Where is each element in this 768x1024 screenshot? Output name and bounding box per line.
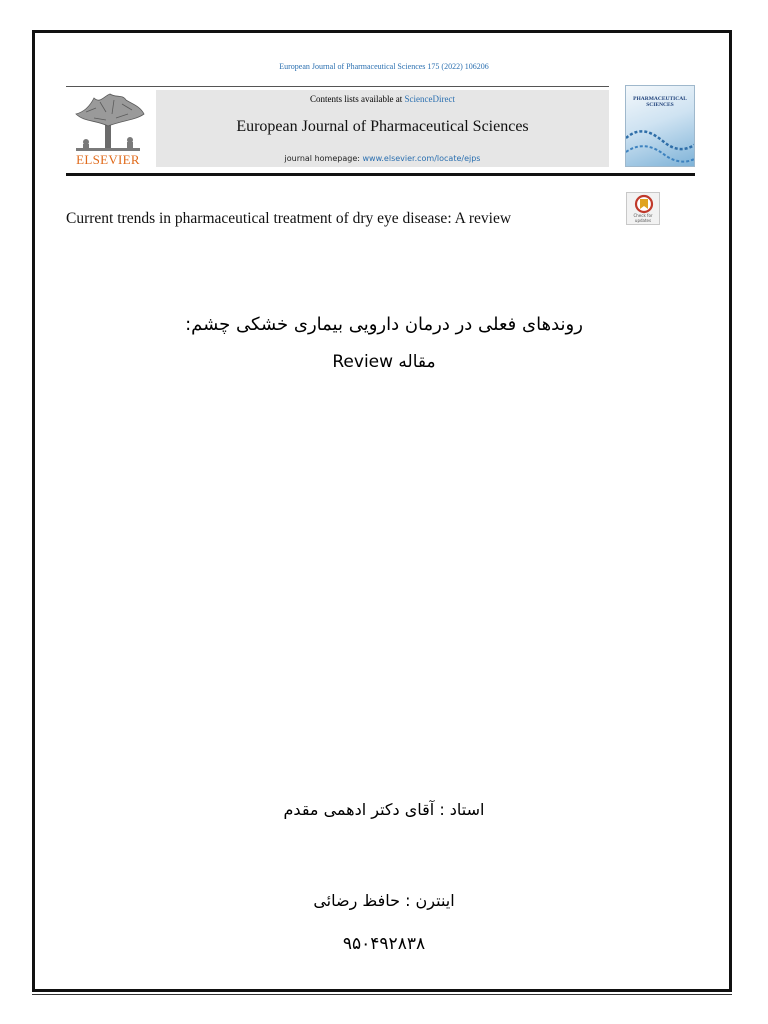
journal-cover-thumbnail: [625, 85, 695, 167]
contents-available-line: [156, 94, 609, 104]
persian-title: روندهای فعلی در درمان دارویی بیماری خشکی چشم:: [185, 314, 583, 335]
homepage-link[interactable]: www.elsevier.com/locate/ejps: [362, 154, 481, 163]
cover-title: PHARMACEUTICAL SCIENCES: [633, 96, 687, 108]
cover-wave-icon: [626, 86, 695, 167]
elsevier-wordmark: ELSEVIER: [76, 152, 140, 167]
supervisor-line: استاد : آقای دکتر ادهمی مقدم: [283, 800, 485, 819]
elsevier-logo: [66, 90, 150, 170]
persian-subtitle: مقاله Review: [332, 352, 436, 372]
sciencedirect-link[interactable]: ScienceDirect: [404, 94, 455, 104]
journal-header-band: [156, 90, 609, 167]
journal-homepage-line: [156, 154, 609, 163]
article-title: Current trends in pharmaceutical treatment of dry eye disease: A review: [66, 210, 512, 227]
check-updates-label: Check for updates: [633, 213, 653, 223]
header-rule-top: [66, 86, 609, 87]
elsevier-tree-icon: [66, 90, 150, 154]
student-id: ۹۵۰۴۹۲۸۳۸: [342, 934, 426, 954]
homepage-prefix: journal homepage:: [284, 154, 363, 163]
intern-line: اینترن : حافظ رضائی: [313, 891, 455, 910]
check-for-updates-badge[interactable]: [626, 192, 660, 225]
journal-reference: European Journal of Pharmaceutical Sciences 175 (2022) 106206: [279, 62, 489, 71]
header-rule-bottom: [66, 173, 695, 176]
journal-title: European Journal of Pharmaceutical Sciences: [236, 118, 529, 135]
contents-prefix: Contents lists available at: [310, 94, 405, 104]
